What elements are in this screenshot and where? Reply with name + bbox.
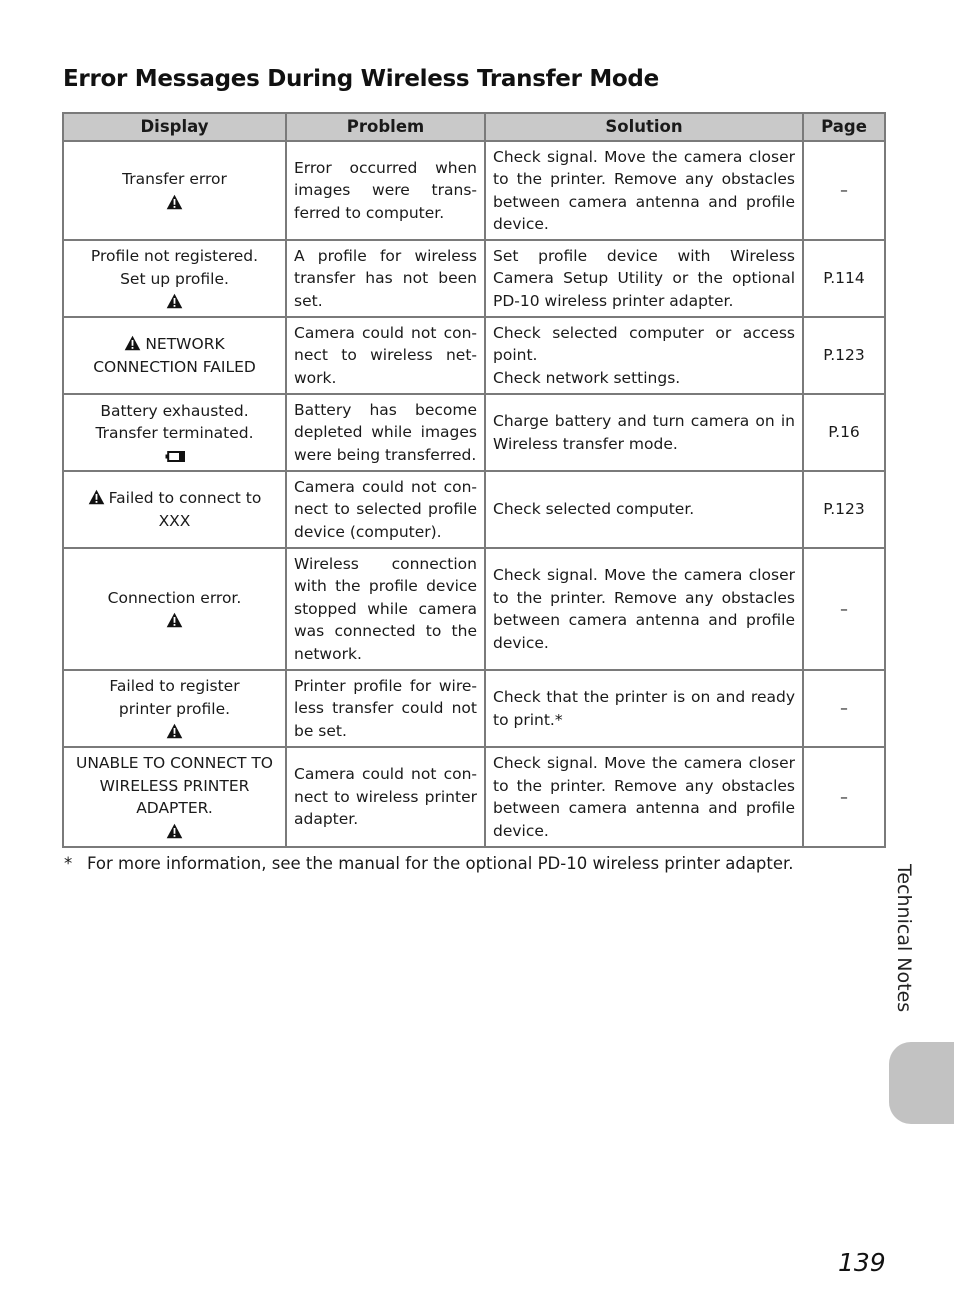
error-messages-table	[62, 112, 886, 848]
table-row	[63, 141, 885, 240]
section-tab	[889, 1042, 954, 1124]
warning-icon	[71, 820, 278, 842]
table-header-row	[63, 113, 885, 141]
solution-text: Check network settings.	[493, 368, 681, 387]
table-row	[63, 747, 885, 847]
display-cell	[63, 471, 286, 548]
problem-cell: Printer profile for wire-less transfer could not be set.	[286, 670, 485, 747]
problem-cell: Battery has become depleted while images were being transferred.	[286, 394, 485, 471]
page-reference: P.114	[803, 240, 885, 317]
display-cell	[63, 670, 286, 747]
page-reference: –	[803, 548, 885, 670]
page-reference: –	[803, 141, 885, 240]
solution-text: Check selected computer or access point.	[493, 323, 795, 365]
table-row	[63, 394, 885, 471]
table-row	[63, 670, 885, 747]
warning-icon	[88, 489, 105, 507]
column-header-page: Page	[803, 113, 885, 141]
display-text: Failed to register	[109, 677, 240, 695]
display-text: printer profile.	[118, 699, 231, 718]
solution-cell: Charge battery and turn camera on in Wireless transfer mode.	[485, 394, 803, 471]
display-text: Transfer terminated.	[95, 424, 254, 442]
column-header-display: Display	[63, 113, 286, 141]
warning-icon	[124, 335, 141, 353]
solution-cell: Check signal. Move the camera closer to the printer. Remove any obstacles between camera antenna and profile device.	[485, 141, 803, 240]
warning-icon	[71, 191, 278, 213]
solution-cell: Check selected computer.	[485, 471, 803, 548]
page-reference: P.123	[803, 471, 885, 548]
table-row	[63, 240, 885, 317]
display-cell	[63, 317, 286, 394]
solution-cell: Check that the printer is on and ready to print.*	[485, 670, 803, 747]
display-text: Battery exhausted.	[100, 401, 249, 420]
display-text: Transfer error	[122, 170, 227, 189]
solution-cell	[485, 317, 803, 394]
solution-cell: Check signal. Move the camera closer to the printer. Remove any obstacles between camera antenna and profile device.	[485, 747, 803, 847]
display-text: XXX	[158, 511, 191, 530]
display-cell	[63, 548, 286, 670]
problem-cell: Error occurred when images were trans-ferred to computer.	[286, 141, 485, 240]
page-reference: P.123	[803, 317, 885, 394]
column-header-solution: Solution	[485, 113, 803, 141]
table-row	[63, 317, 885, 394]
display-text: NETWORK	[145, 335, 225, 353]
display-text: Failed to connect to	[108, 489, 262, 507]
warning-icon	[71, 290, 278, 312]
column-header-problem: Problem	[286, 113, 485, 141]
solution-cell: Check signal. Move the camera closer to the printer. Remove any obstacles between camera antenna and profile device.	[485, 548, 803, 670]
page-number: 139	[838, 1248, 886, 1277]
display-text: Set up profile.	[120, 269, 229, 288]
display-cell	[63, 240, 286, 317]
display-cell	[63, 747, 286, 847]
warning-icon	[71, 609, 278, 631]
problem-cell: Camera could not con-nect to wireless net-work.	[286, 317, 485, 394]
footnote-marker: *	[64, 854, 73, 873]
page-title: Error Messages During Wireless Transfer Mode	[63, 66, 659, 92]
display-cell	[63, 394, 286, 471]
table-row	[63, 471, 885, 548]
battery-empty-icon	[71, 445, 278, 466]
display-text: UNABLE TO CONNECT TO	[75, 754, 274, 773]
display-text: WIRELESS PRINTER	[99, 776, 250, 795]
section-tab-label: Technical Notes	[893, 864, 915, 1013]
display-text: ADAPTER.	[136, 799, 213, 818]
problem-cell: Camera could not con-nect to selected profile device (computer).	[286, 471, 485, 548]
problem-cell: Wireless connection with the profile device stopped while camera was connected to the network.	[286, 548, 485, 670]
problem-cell: Camera could not con-nect to wireless printer adapter.	[286, 747, 485, 847]
table-row	[63, 548, 885, 670]
display-text: CONNECTION FAILED	[93, 357, 256, 376]
footnote	[64, 854, 794, 873]
page-reference: –	[803, 747, 885, 847]
footnote-text: For more information, see the manual for the optional PD-10 wireless printer adapter.	[87, 854, 794, 873]
page-reference: P.16	[803, 394, 885, 471]
warning-icon	[71, 720, 278, 742]
problem-cell: A profile for wireless transfer has not been set.	[286, 240, 485, 317]
display-cell	[63, 141, 286, 240]
solution-cell: Set profile device with Wireless Camera Setup Utility or the optional PD-10 wireless printer adapter.	[485, 240, 803, 317]
page-reference: –	[803, 670, 885, 747]
display-text: Profile not registered.	[90, 247, 259, 265]
display-text: Connection error.	[107, 588, 242, 607]
